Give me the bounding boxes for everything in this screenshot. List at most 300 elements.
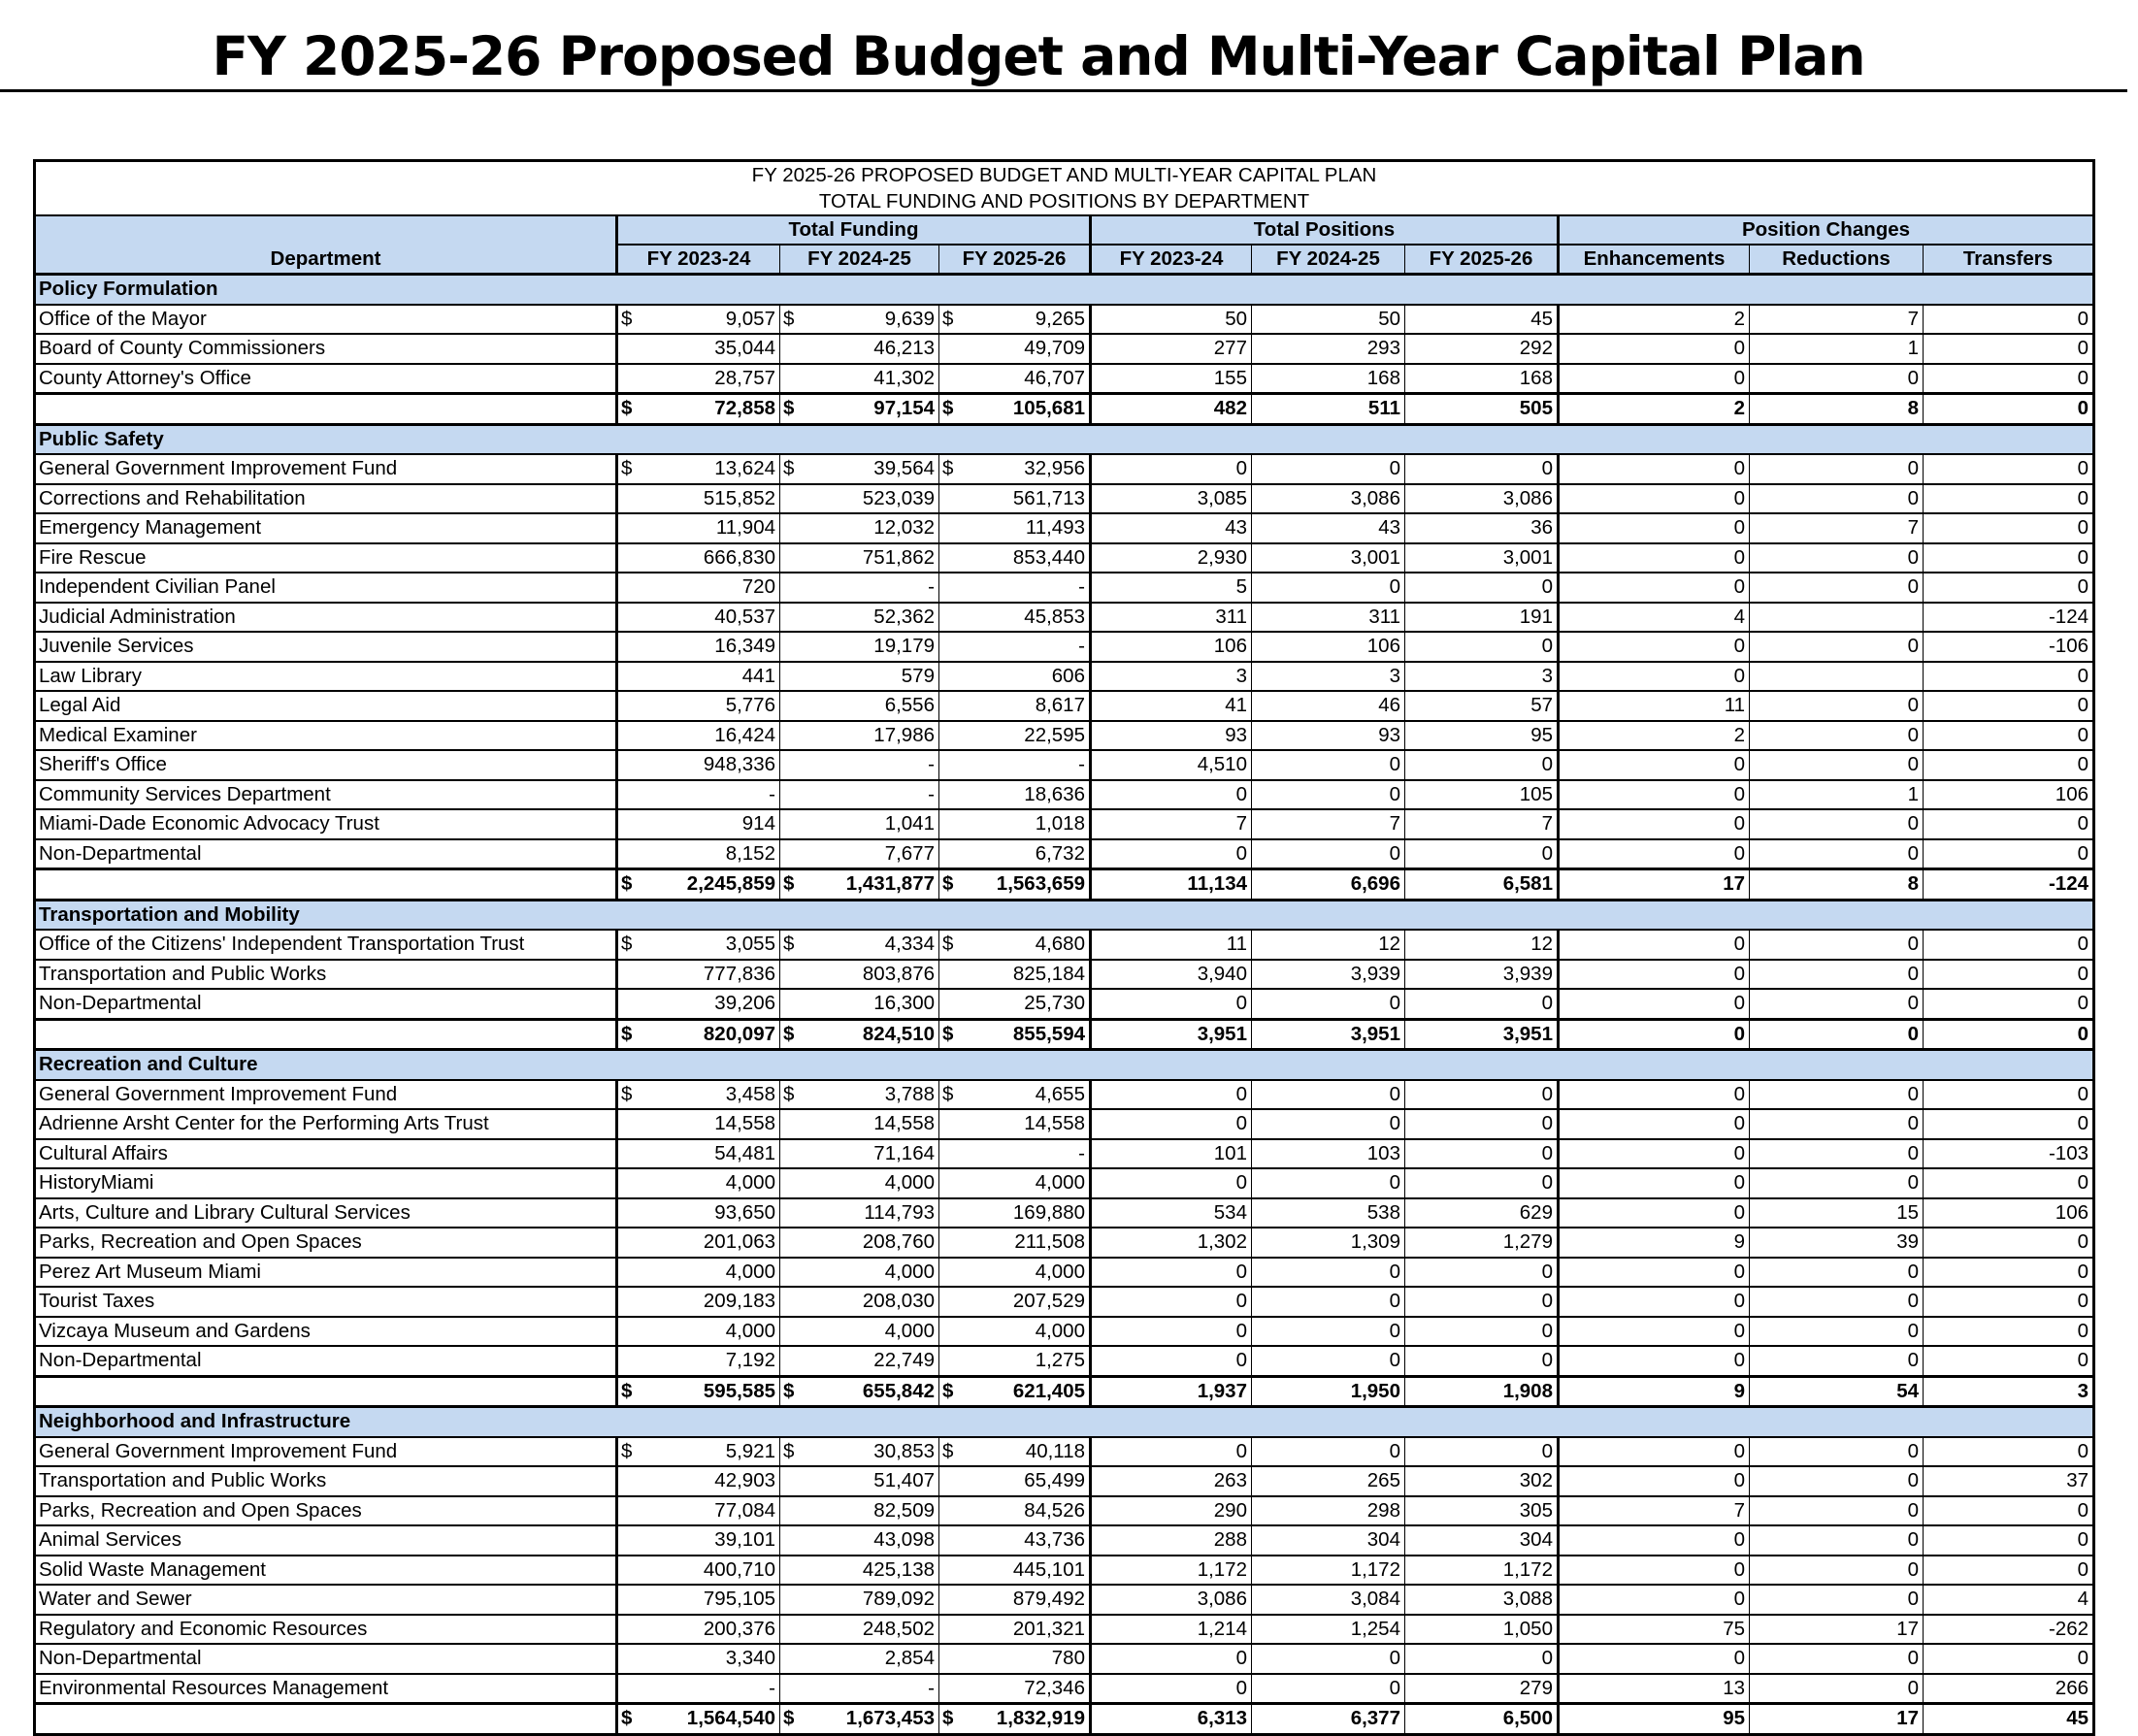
funding-fy2024-25-value: 12,032 [873, 516, 935, 540]
funding-fy2023-24-value: 77,084 [714, 1498, 775, 1522]
funding-fy2024-25-value: - [928, 782, 935, 805]
funding-fy2023-24-value: 42,903 [714, 1469, 775, 1492]
table-row [35, 603, 2094, 633]
positions-fy2024-25-cell [1252, 1080, 1405, 1110]
funding-fy2025-26-cell [939, 454, 1091, 484]
funding-fy2025-26-value: 4,000 [1035, 1260, 1085, 1283]
funding-fy2023-24-value: 9,057 [725, 307, 775, 330]
transfers-cell [1924, 454, 2094, 484]
positions-fy2025-26-cell [1405, 809, 1559, 839]
reductions-value: 0 [1907, 545, 1919, 569]
positions-fy2025-26-value: 3,951 [1502, 1022, 1553, 1045]
positions-fy2025-26-value: 0 [1541, 992, 1553, 1015]
positions-fy2024-25-value: 311 [1368, 605, 1400, 628]
positions-fy2025-26-cell [1405, 989, 1559, 1019]
table-row [35, 1109, 2094, 1139]
funding-fy2025-26-cell [939, 1525, 1091, 1556]
subtotal-row [35, 1376, 2094, 1407]
table-row [35, 839, 2094, 869]
positions-fy2024-25-value: 1,309 [1350, 1230, 1400, 1254]
reductions-value: 7 [1907, 307, 1919, 330]
table-row [35, 1525, 2094, 1556]
funding-fy2025-26-cell [939, 1376, 1091, 1407]
enhancements-value: 75 [1723, 1617, 1745, 1640]
positions-fy2025-26-value: 12 [1530, 933, 1553, 956]
funding-fy2025-26-value: 879,492 [1012, 1588, 1085, 1611]
funding-fy2024-25-cell [780, 334, 939, 364]
department-name: General Government Improvement Fund [35, 1080, 617, 1110]
reductions-value: 0 [1907, 723, 1919, 746]
positions-fy2024-25-cell [1252, 1496, 1405, 1526]
department-name: Non-Departmental [35, 989, 617, 1019]
reductions-value: 54 [1896, 1379, 1919, 1402]
funding-fy2024-25-cell [780, 1437, 939, 1467]
table-row [35, 809, 2094, 839]
reductions-cell [1750, 1704, 1924, 1735]
table-row [35, 305, 2094, 335]
transfers-cell [1924, 780, 2094, 810]
funding-fy2023-24-cell [617, 809, 780, 839]
funding-fy2025-26-value: 22,595 [1024, 723, 1085, 746]
funding-fy2024-25-cell [780, 1615, 939, 1645]
funding-fy2023-24-value: 11,904 [715, 516, 775, 540]
table-row [35, 1198, 2094, 1228]
positions-fy2023-24-value: 4,510 [1197, 753, 1247, 776]
positions-fy2025-26-value: 0 [1541, 1349, 1553, 1372]
funding-fy2024-25-cell [780, 1346, 939, 1376]
positions-fy2023-24-value: 11 [1226, 933, 1247, 956]
positions-fy2025-26-value: 0 [1541, 1319, 1553, 1342]
positions-fy2025-26-value: 292 [1519, 337, 1553, 360]
department-name: Independent Civilian Panel [35, 573, 617, 603]
dept-header-spacer [35, 215, 617, 245]
transfers-value: 0 [2077, 962, 2089, 985]
funding-fy2023-24-value: 209,183 [703, 1290, 775, 1313]
reductions-header: Reductions [1750, 245, 1924, 275]
enhancements-cell [1559, 750, 1750, 780]
positions-fy2024-25-value: 0 [1389, 1439, 1400, 1462]
funding-fy2024-25-value: 51,407 [873, 1469, 935, 1492]
funding-fy2025-26-cell [939, 960, 1091, 990]
positions-fy2025-26-value: 45 [1530, 307, 1553, 330]
positions-fy2023-24-cell [1091, 1674, 1252, 1704]
enhancements-value: 0 [1733, 1528, 1745, 1552]
transfers-value: 0 [2077, 516, 2089, 540]
positions-fy2024-25-cell [1252, 1437, 1405, 1467]
positions-fy2025-26-cell [1405, 1644, 1559, 1674]
reductions-value: 7 [1907, 516, 1919, 540]
funding-fy2025-26-cell [939, 809, 1091, 839]
funding-fy2025-26-value: 169,880 [1012, 1200, 1085, 1224]
transfers-value: 4 [2077, 1588, 2089, 1611]
funding-fy2024-25-cell [780, 721, 939, 751]
funding-fy2023-24-cell [617, 1525, 780, 1556]
funding-fy2024-25-cell [780, 1287, 939, 1317]
department-name: County Attorney's Office [35, 364, 617, 394]
funding-fy2024-25-cell [780, 513, 939, 543]
currency-symbol: $ [783, 933, 795, 956]
positions-fy2025-26-cell [1405, 1466, 1559, 1496]
funding-fy2023-24-cell [617, 334, 780, 364]
currency-symbol: $ [783, 1379, 795, 1402]
department-name: Juvenile Services [35, 632, 617, 662]
funding-fy2025-26-cell [939, 364, 1091, 394]
currency-symbol: $ [942, 1082, 954, 1105]
funding-fy2025-26-cell [939, 1109, 1091, 1139]
currency-symbol: $ [783, 457, 795, 480]
positions-fy2024-25-value: 93 [1378, 723, 1400, 746]
positions-fy2023-24-cell [1091, 1376, 1252, 1407]
positions-fy2024-25-value: 3,084 [1350, 1588, 1400, 1611]
reductions-cell [1750, 394, 1924, 425]
funding-fy2024-25-cell [780, 750, 939, 780]
transfers-cell [1924, 1704, 2094, 1735]
department-name: Office of the Mayor [35, 305, 617, 335]
positions-fy2025-26-cell [1405, 632, 1559, 662]
funding-fy2023-24-value: - [769, 782, 775, 805]
currency-symbol: $ [621, 1379, 633, 1402]
positions-fy2024-25-cell [1252, 573, 1405, 603]
table-row [35, 334, 2094, 364]
funding-fy2023-24-value: 720 [741, 575, 775, 599]
funding-fy2023-24-value: 5,776 [725, 694, 775, 717]
transfers-value: 0 [2077, 1439, 2089, 1462]
transfers-header: Transfers [1924, 245, 2094, 275]
transfers-value: 0 [2077, 1557, 2089, 1581]
funding-fy2025-26-value: - [1078, 753, 1085, 776]
transfers-value: 0 [2077, 812, 2089, 835]
funding-fy2025-26-value: - [1078, 635, 1085, 658]
table-row [35, 1228, 2094, 1258]
positions-fy2025-26-cell [1405, 394, 1559, 425]
reductions-cell [1750, 1168, 1924, 1198]
funding-fy2023-24-value: 7,192 [725, 1349, 775, 1372]
positions-fy2024-25-value: 3,001 [1350, 545, 1400, 569]
section-title: Recreation and Culture [35, 1050, 2094, 1080]
positions-fy2025-26-value: 3,001 [1502, 545, 1553, 569]
positions-fy2025-26-value: 0 [1541, 1171, 1553, 1195]
funding-fy2023-24-cell [617, 691, 780, 721]
funding-fy2025-26-value: 49,709 [1024, 337, 1085, 360]
funding-fy2025-26-value: 4,000 [1035, 1171, 1085, 1195]
transfers-cell [1924, 809, 2094, 839]
currency-symbol: $ [621, 457, 633, 480]
department-name: Legal Aid [35, 691, 617, 721]
funding-fy2025-26-value: 32,956 [1024, 457, 1085, 480]
positions-fy2023-24-value: 93 [1225, 723, 1247, 746]
funding-fy2025-26-cell [939, 1287, 1091, 1317]
table-row [35, 780, 2094, 810]
reductions-cell [1750, 1556, 1924, 1586]
transfers-value: 0 [2077, 1528, 2089, 1552]
transfers-cell [1924, 1615, 2094, 1645]
funding-fy2024-25-cell [780, 1525, 939, 1556]
funding-fy2023-24-value: 515,852 [703, 486, 775, 509]
enhancements-cell [1559, 1496, 1750, 1526]
positions-fy2023-24-cell [1091, 334, 1252, 364]
currency-symbol: $ [621, 307, 633, 330]
enhancements-cell [1559, 1674, 1750, 1704]
positions-fy2025-26-value: 0 [1541, 635, 1553, 658]
funding-fy2024-25-value: 39,564 [873, 457, 935, 480]
enhancements-cell [1559, 1556, 1750, 1586]
funding-fy2023-24-cell [617, 394, 780, 425]
funding-fy2024-25-value: 2,854 [884, 1647, 935, 1670]
positions-fy2023-24-cell [1091, 484, 1252, 514]
enhancements-value: 17 [1723, 872, 1745, 896]
enhancements-cell [1559, 1466, 1750, 1496]
funding-fy2024-25-value: 1,431,877 [845, 872, 935, 896]
funding-fy2025-26-value: 9,265 [1035, 307, 1085, 330]
positions-fy2025-26-value: 95 [1530, 723, 1553, 746]
funding-fy2025-26-cell [939, 1228, 1091, 1258]
positions-fy2024-25-cell [1252, 394, 1405, 425]
enhancements-cell [1559, 1168, 1750, 1198]
positions-fy2025-26-cell [1405, 1317, 1559, 1347]
department-name: Arts, Culture and Library Cultural Services [35, 1198, 617, 1228]
funding-fy2023-24-cell [617, 1437, 780, 1467]
currency-symbol: $ [942, 872, 954, 896]
reductions-value: 8 [1907, 872, 1919, 896]
funding-fy2023-24-value: 14,558 [714, 1112, 775, 1135]
funding-fy2024-25-value: 789,092 [862, 1588, 935, 1611]
positions-fy2023-24-cell [1091, 721, 1252, 751]
funding-fy2023-24-value: 666,830 [703, 545, 775, 569]
reductions-cell [1750, 603, 1924, 633]
department-name: General Government Improvement Fund [35, 1437, 617, 1467]
positions-fy2024-25-value: 6,377 [1350, 1707, 1400, 1730]
funding-fy2025-26-cell [939, 305, 1091, 335]
funding-fy2025-26-cell [939, 1258, 1091, 1288]
transfers-cell [1924, 632, 2094, 662]
enhancements-cell [1559, 989, 1750, 1019]
funding-fy2025-26-value: 46,707 [1024, 366, 1085, 389]
section-title: Neighborhood and Infrastructure [35, 1407, 2094, 1437]
positions-fy2025-26-value: 3,086 [1502, 486, 1553, 509]
funding-fy2024-25-value: 46,213 [873, 337, 935, 360]
funding-fy2024-25-value: 97,154 [873, 397, 935, 420]
positions-fy2025-26-cell [1405, 1346, 1559, 1376]
table-row [35, 1496, 2094, 1526]
department-name: Community Services Department [35, 780, 617, 810]
positions-fy2024-25-cell [1252, 839, 1405, 869]
funding-fy2024-25-cell [780, 1019, 939, 1050]
transfers-cell [1924, 334, 2094, 364]
transfers-value: 0 [2077, 1498, 2089, 1522]
funding-fy2023-24-cell [617, 721, 780, 751]
subtotal-label [35, 394, 617, 425]
funding-fy2025-26-cell [939, 1317, 1091, 1347]
table-row [35, 1139, 2094, 1169]
positions-fy2023-24-cell [1091, 869, 1252, 901]
reductions-value: 17 [1896, 1707, 1919, 1730]
section-row [35, 424, 2094, 454]
funding-fy2024-25-cell [780, 930, 939, 960]
funding-fy2023-24-value: 200,376 [703, 1617, 775, 1640]
reductions-value: 0 [1907, 366, 1919, 389]
enhancements-value: 9 [1733, 1379, 1745, 1402]
positions-fy2023-24-value: 3,085 [1197, 486, 1247, 509]
funding-fy2024-25-cell [780, 1674, 939, 1704]
funding-fy2025-26-value: 11,493 [1025, 516, 1085, 540]
positions-fy2025-26-cell [1405, 1168, 1559, 1198]
enhancements-cell [1559, 1019, 1750, 1050]
funding-fy2024-25-value: 1,673,453 [845, 1707, 935, 1730]
funding-fy2025-26-value: 445,101 [1012, 1557, 1085, 1581]
funding-fy2025-26-value: 45,853 [1024, 605, 1085, 628]
department-column-header: Department [35, 245, 617, 275]
reductions-cell [1750, 632, 1924, 662]
transfers-cell [1924, 305, 2094, 335]
funding-fy2025-26-value: 4,000 [1035, 1319, 1085, 1342]
transfers-value: 0 [2077, 1349, 2089, 1372]
reductions-cell [1750, 1109, 1924, 1139]
funding-fy2024-25-cell [780, 1585, 939, 1615]
funding-fy2024-25-value: 208,760 [862, 1230, 935, 1254]
enhancements-cell [1559, 1585, 1750, 1615]
funding-fy2025-26-value: 4,680 [1035, 933, 1085, 956]
funding-fy2025-26-value: 65,499 [1024, 1469, 1085, 1492]
enhancements-cell [1559, 305, 1750, 335]
enhancements-value: 0 [1733, 516, 1745, 540]
positions-fy2024-25-value: 3,939 [1350, 962, 1400, 985]
reductions-value: 0 [1907, 1676, 1919, 1699]
currency-symbol: $ [621, 1082, 633, 1105]
positions-fy2025-26-cell [1405, 1287, 1559, 1317]
positions-fy2023-24-value: 5 [1235, 575, 1247, 599]
enhancements-value: 0 [1733, 992, 1745, 1015]
currency-symbol: $ [621, 1439, 633, 1462]
funding-fy2024-25-cell [780, 632, 939, 662]
transfers-cell [1924, 1080, 2094, 1110]
table-row [35, 1674, 2094, 1704]
department-name: General Government Improvement Fund [35, 454, 617, 484]
table-row [35, 960, 2094, 990]
funding-fy2023-24-cell [617, 305, 780, 335]
positions-fy2023-24-cell [1091, 1615, 1252, 1645]
positions-fy2023-24-value: 0 [1235, 841, 1247, 865]
funding-fy2025-26-cell [939, 869, 1091, 901]
transfers-value: 0 [2077, 664, 2089, 687]
positions-fy2024-25-value: 298 [1366, 1498, 1400, 1522]
department-name: Miami-Dade Economic Advocacy Trust [35, 809, 617, 839]
positions-fy2025-26-cell [1405, 1437, 1559, 1467]
positions-fy2024-25-cell [1252, 1704, 1405, 1735]
positions-fy2023-24-cell [1091, 1287, 1252, 1317]
enhancements-cell [1559, 1139, 1750, 1169]
positions-fy2024-25-value: 304 [1366, 1528, 1400, 1552]
funding-fy2025-26-cell [939, 1437, 1091, 1467]
positions-fy2024-25-cell [1252, 1317, 1405, 1347]
funding-fy2023-24-cell [617, 1466, 780, 1496]
positions-fy2025-26-header: FY 2025-26 [1405, 245, 1559, 275]
positions-fy2025-26-value: 7 [1541, 812, 1553, 835]
positions-fy2025-26-value: 3,939 [1502, 962, 1553, 985]
funding-fy2024-25-value: 579 [901, 664, 935, 687]
funding-fy2024-25-value: 1,041 [884, 812, 935, 835]
positions-fy2024-25-cell [1252, 1109, 1405, 1139]
funding-fy2023-24-cell [617, 513, 780, 543]
table-row [35, 1317, 2094, 1347]
positions-fy2023-24-value: 290 [1213, 1498, 1247, 1522]
positions-fy2023-24-cell [1091, 573, 1252, 603]
funding-fy2024-25-value: 803,876 [862, 962, 935, 985]
positions-fy2025-26-cell [1405, 305, 1559, 335]
subtotal-label [35, 869, 617, 901]
enhancements-header: Enhancements [1559, 245, 1750, 275]
transfers-cell [1924, 484, 2094, 514]
page-title: FY 2025-26 Proposed Budget and Multi-Year Capital Plan [212, 25, 1865, 87]
funding-fy2023-24-value: 400,710 [703, 1557, 775, 1581]
department-name: Adrienne Arsht Center for the Performing Arts Trust [35, 1109, 617, 1139]
funding-fy2023-24-cell [617, 1615, 780, 1645]
funding-fy2024-25-value: 655,842 [862, 1379, 935, 1402]
funding-fy2025-26-cell [939, 603, 1091, 633]
funding-fy2025-26-cell [939, 989, 1091, 1019]
funding-fy2024-25-value: - [928, 575, 935, 599]
positions-fy2025-26-value: 0 [1541, 575, 1553, 599]
positions-fy2023-24-cell [1091, 603, 1252, 633]
positions-fy2025-26-cell [1405, 839, 1559, 869]
positions-fy2025-26-value: 0 [1541, 1260, 1553, 1283]
total-funding-header: Total Funding [617, 215, 1091, 245]
funding-fy2023-24-value: 820,097 [703, 1022, 775, 1045]
positions-fy2023-24-value: 1,937 [1197, 1379, 1247, 1402]
transfers-value: 0 [2077, 397, 2089, 420]
positions-fy2024-25-cell [1252, 691, 1405, 721]
reductions-value: 0 [1907, 1319, 1919, 1342]
funding-fy2024-25-cell [780, 1556, 939, 1586]
funding-fy2025-26-value: 201,321 [1012, 1617, 1085, 1640]
transfers-value: -124 [2048, 605, 2089, 628]
enhancements-value: 0 [1733, 337, 1745, 360]
reductions-cell [1750, 721, 1924, 751]
funding-fy2024-25-value: 82,509 [873, 1498, 935, 1522]
funding-fy2023-24-cell [617, 603, 780, 633]
table-row [35, 1615, 2094, 1645]
transfers-value: 0 [2077, 1112, 2089, 1135]
positions-fy2024-25-cell [1252, 1168, 1405, 1198]
positions-fy2023-24-value: 0 [1235, 1260, 1247, 1283]
funding-fy2025-26-value: 1,018 [1035, 812, 1085, 835]
reductions-value: 0 [1907, 635, 1919, 658]
reductions-value: 0 [1907, 992, 1919, 1015]
enhancements-value: 0 [1733, 962, 1745, 985]
transfers-cell [1924, 1168, 2094, 1198]
enhancements-cell [1559, 394, 1750, 425]
transfers-value: 0 [2077, 1290, 2089, 1313]
reductions-value: 15 [1896, 1200, 1919, 1224]
currency-symbol: $ [621, 1707, 633, 1730]
positions-fy2023-24-cell [1091, 930, 1252, 960]
department-name: HistoryMiami [35, 1168, 617, 1198]
transfers-cell [1924, 603, 2094, 633]
funding-fy2024-25-cell [780, 869, 939, 901]
positions-fy2023-24-cell [1091, 305, 1252, 335]
funding-fy2024-25-value: 3,788 [884, 1082, 935, 1105]
transfers-value: 0 [2077, 307, 2089, 330]
positions-fy2024-25-value: 0 [1389, 1171, 1400, 1195]
positions-fy2024-25-cell [1252, 1466, 1405, 1496]
title-underline [0, 89, 2127, 92]
enhancements-cell [1559, 364, 1750, 394]
reductions-value: 17 [1896, 1617, 1919, 1640]
positions-fy2025-26-cell [1405, 930, 1559, 960]
funding-fy2023-24-cell [617, 1109, 780, 1139]
transfers-value: 0 [2077, 1022, 2089, 1045]
subtotal-row [35, 869, 2094, 901]
transfers-cell [1924, 839, 2094, 869]
